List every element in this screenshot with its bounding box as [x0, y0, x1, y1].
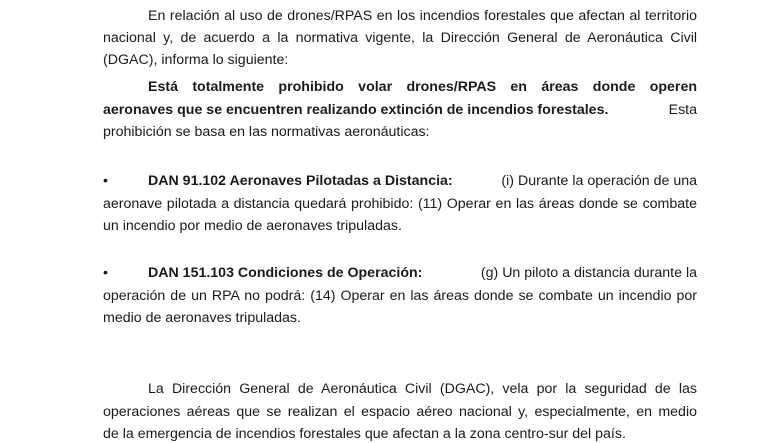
regulation-2-line-1 — [148, 264, 697, 282]
regulation-1-line-1-rest: (i) Durante la operación de una — [501, 173, 697, 189]
bullet-marker: • — [103, 265, 108, 281]
prohibition-line-3: prohibición se basa en las normativas aeronáuticas: — [103, 124, 430, 140]
regulation-1-line-1 — [148, 172, 697, 190]
prohibition-line-2-bold: aeronaves que se encuentren realizando extinción de incendios forestales. — [103, 102, 609, 118]
prohibition-line-2-rest: Esta — [668, 102, 697, 118]
intro-line-2: nacional y, de acuerdo a la normativa vigente, la Dirección General de Aeronáutica Civil — [103, 30, 697, 46]
closing-line-3: de la emergencia de incendios forestales que afectan a la zona centro-sur del país. — [103, 426, 626, 442]
bullet-marker: • — [103, 173, 108, 189]
regulation-1-line-3: un incendio por medio de aeronaves tripuladas. — [103, 218, 402, 234]
closing-line-1: La Dirección General de Aeronáutica Civil (DGAC), vela por la seguridad de las — [148, 381, 697, 397]
regulation-2-line-3: medio de aeronaves tripuladas. — [103, 310, 301, 326]
regulation-2-line-2: operación de un RPA no podrá: (14) Operar en las áreas donde se combate un incendio por — [103, 288, 697, 304]
intro-line-1: En relación al uso de drones/RPAS en los incendios forestales que afectan al territorio — [148, 8, 697, 24]
regulation-2-line-1-rest: (g) Un piloto a distancia durante la — [480, 265, 697, 281]
regulation-2-title: DAN 151.103 Condiciones de Operación: — [148, 265, 423, 281]
intro-line-3: (DGAC), informa lo siguiente: — [103, 52, 289, 68]
regulation-1-title: DAN 91.102 Aeronaves Pilotadas a Distancia: — [148, 173, 453, 189]
prohibition-line-2 — [103, 101, 697, 119]
prohibition-line-1: Está totalmente prohibido volar drones/RPAS en áreas donde operen — [148, 79, 697, 95]
closing-line-2: operaciones aéreas que se realizan el espacio aéreo nacional y, especialmente, en medio — [103, 404, 697, 420]
regulation-1-line-2: aeronave pilotada a distancia quedará prohibido: (11) Operar en las áreas donde se combate — [103, 196, 697, 212]
